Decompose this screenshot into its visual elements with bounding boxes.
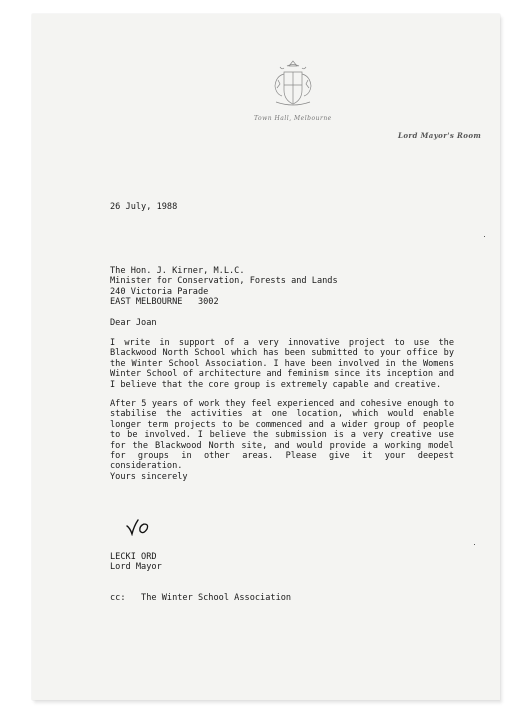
body-paragraph: I write in support of a very innovative project to use the Blackwood North School which has been submitted to your office by the Winter School Association. I have been involved in the Womens Winter School of architecture and feminism since its inception and I believe that the core group is extremely capable and creative. xyxy=(110,338,454,390)
cc-line: cc: The Winter School Association xyxy=(110,593,292,603)
address-line: Minister for Conservation, Forests and Lands xyxy=(110,276,338,287)
sender-title: Lord Mayor xyxy=(110,562,162,573)
letter-date: 26 July, 1988 xyxy=(110,202,178,212)
signature xyxy=(124,514,158,536)
address-line: The Hon. J. Kirner, M.L.C. xyxy=(110,266,245,276)
closing: Yours sincerely xyxy=(110,472,188,482)
address-line: 240 Victoria Parade xyxy=(110,286,209,297)
lord-mayors-room-heading: Lord Mayor's Room xyxy=(398,131,482,140)
recipient-address xyxy=(110,266,338,308)
letter-sheet xyxy=(32,14,500,700)
body-paragraph: After 5 years of work they feel experienced and cohesive enough to stabilise the activities at one location, which would enable longer term projects to be commenced and a wider group of people to be involved. I believe the submission is a very creative use for the Blackwood North site, and would provide a working model for groups in other areas. Please give it your deepest consideration. xyxy=(110,399,454,472)
salutation: Dear Joan xyxy=(110,318,157,328)
coat-of-arms-icon xyxy=(270,58,316,110)
paper-speck xyxy=(484,236,485,237)
sender-name: LECKI ORD xyxy=(110,552,157,562)
address-line: EAST MELBOURNE 3002 xyxy=(110,297,219,308)
paper-speck xyxy=(474,544,475,545)
town-hall-caption: Town Hall, Melbourne xyxy=(254,115,332,122)
sender-block xyxy=(110,552,162,573)
